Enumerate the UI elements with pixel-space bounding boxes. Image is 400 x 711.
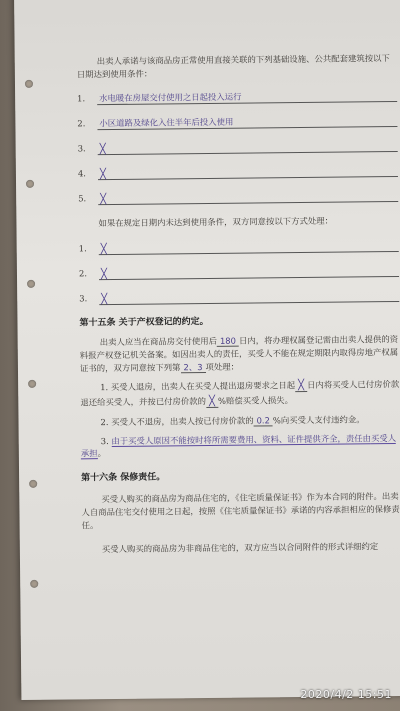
document-page bbox=[14, 0, 400, 700]
cross-mark: ╳ bbox=[100, 194, 107, 206]
article-15-item-2: 2. 买受人不退房，出卖人按已付房价款的 0.2 %向买受人支付违约金。 bbox=[100, 414, 365, 428]
cross-mark: ╳ bbox=[206, 396, 218, 408]
fail-intro: 如果在规定日期内未达到使用条件，双方同意按以下方式处理： bbox=[98, 215, 333, 229]
article-15-title: 第十五条 关于产权登记的约定。 bbox=[79, 316, 209, 329]
document-content bbox=[77, 52, 400, 556]
handwritten-days: 180 bbox=[217, 336, 239, 347]
condition-item: 5. ╳ bbox=[78, 189, 398, 205]
article-15-paragraph: 出卖人应当在商品房交付使用后 180 日内，将办理权属登记需由出卖人提供的资料报产权登记机关备案。如因出卖人的责任，买受人不能在规定期限内取得房地产权属证书的，双方同意按下列第 2、3 项处理： bbox=[79, 334, 399, 373]
cross-mark: ╳ bbox=[101, 293, 108, 305]
fail-item: 2. ╳ bbox=[79, 264, 399, 280]
handwritten-text: 买受人承担 bbox=[80, 432, 397, 459]
cross-mark: ╳ bbox=[99, 144, 106, 156]
article-16-paragraph-1: 买受人购买的商品房为商品住宅的，《住宅质量保证书》作为本合同的附件。出卖人自商品住宅交付使用之日起，按照《住宅质量保证书》承诺的内容承担相应的保修责任。 bbox=[81, 491, 400, 531]
article-15-item-3: 3. 由于买受人原因不能按时将所需要费用、资料、证件提供齐全，责任由买受人承担。 bbox=[80, 432, 397, 459]
article-15-item-1: 1. 买受人退房，出卖人在买受人提出退房要求之日起 ╳ 日内将买受人已付房价款退还给买受人，并按已付房价款的 ╳ %赔偿买受人损失。 bbox=[80, 379, 400, 408]
article-16-title: 第十六条 保修责任。 bbox=[81, 472, 166, 484]
handwritten-text: 由于买受人原因不能按时将所需要费用、资料、证件提供齐全，责任由 bbox=[111, 433, 372, 446]
photo-timestamp: 2020/4/2 15:51 bbox=[300, 688, 392, 701]
handwritten-text: 小区道路及绿化入住半年后投入使用 bbox=[99, 116, 234, 129]
cross-mark: ╳ bbox=[100, 243, 107, 255]
condition-item: 3. ╳ bbox=[78, 139, 398, 155]
intro-paragraph: 出卖人承诺与该商品房正常使用直接关联的下列基础设施、公共配套建筑按以下日期达到使用条件： bbox=[76, 53, 390, 79]
handwritten-choice: 2、3 bbox=[180, 362, 205, 373]
fail-item: 3. ╳ bbox=[79, 289, 399, 305]
handwritten-text: 水电暖在房屋交付使用之日起投入运行 bbox=[99, 91, 242, 104]
fail-item: 1. ╳ bbox=[79, 239, 399, 255]
cross-mark: ╳ bbox=[295, 380, 307, 392]
article-16-paragraph-2: 买受人购买的商品房为非商品住宅的，双方应当以合同附件的形式详细约定 bbox=[101, 541, 379, 555]
cross-mark: ╳ bbox=[99, 169, 107, 181]
condition-item: 4. ╳ bbox=[78, 164, 398, 180]
condition-item: 1. 水电暖在房屋交付使用之日起投入运行 bbox=[77, 89, 397, 105]
condition-item: 2. 小区道路及绿化入住半年后投入使用 bbox=[77, 114, 397, 130]
cross-mark: ╳ bbox=[100, 268, 108, 280]
handwritten-rate: 0.2 bbox=[254, 415, 273, 426]
